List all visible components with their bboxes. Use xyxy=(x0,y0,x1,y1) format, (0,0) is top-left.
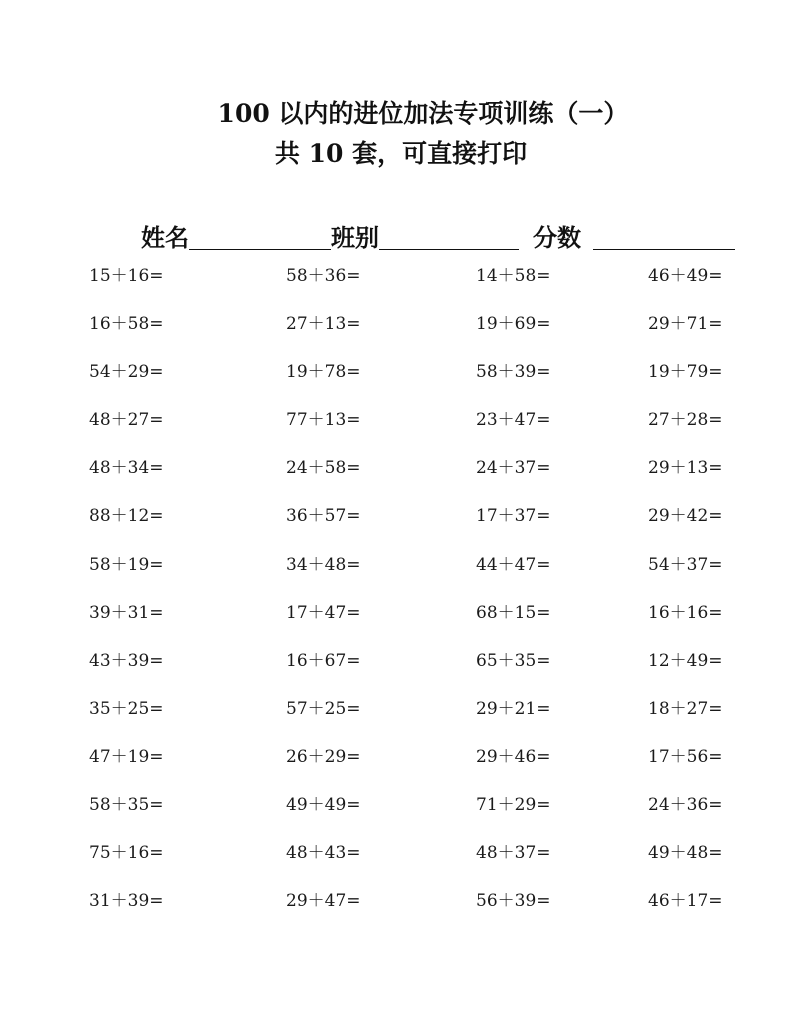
addition-problem: 58＋39= xyxy=(476,362,551,383)
addition-problem: 29＋47= xyxy=(286,891,361,912)
worksheet-subtitle: 共 10 套，可直接打印 xyxy=(274,139,528,168)
addition-problem: 47＋19= xyxy=(89,746,164,767)
addition-problem: 68＋15= xyxy=(476,602,551,623)
problem-row xyxy=(0,646,794,694)
problem-row xyxy=(0,598,794,646)
addition-problem: 65＋35= xyxy=(476,650,551,671)
addition-problem: 14＋58= xyxy=(476,266,551,286)
student-info-line xyxy=(141,219,735,253)
worksheet-header xyxy=(0,94,794,174)
addition-problem: 27＋13= xyxy=(286,314,361,335)
problem-row xyxy=(0,838,794,886)
addition-problem: 35＋25= xyxy=(89,698,164,719)
addition-problem: 29＋13= xyxy=(648,458,723,479)
addition-problem: 88＋12= xyxy=(89,506,164,527)
addition-problem: 56＋39= xyxy=(476,891,551,912)
problem-row xyxy=(0,550,794,598)
addition-problem: 54＋37= xyxy=(648,554,723,575)
name-blank[interactable] xyxy=(189,223,331,250)
name-label: 姓名 xyxy=(141,223,189,252)
score-blank[interactable] xyxy=(593,223,735,250)
addition-problem: 58＋36= xyxy=(286,266,361,286)
problem-grid xyxy=(0,261,794,934)
addition-problem: 12＋49= xyxy=(648,650,723,671)
addition-problem: 44＋47= xyxy=(476,554,551,575)
addition-problem: 19＋78= xyxy=(286,362,361,383)
addition-problem: 39＋31= xyxy=(89,602,164,623)
addition-problem: 29＋21= xyxy=(476,698,551,719)
addition-problem: 23＋47= xyxy=(476,410,551,431)
addition-problem: 17＋47= xyxy=(286,602,361,623)
addition-problem: 57＋25= xyxy=(286,698,361,719)
addition-problem: 71＋29= xyxy=(476,795,551,816)
addition-problem: 31＋39= xyxy=(89,891,164,912)
addition-problem: 26＋29= xyxy=(286,746,361,767)
addition-problem: 49＋49= xyxy=(286,795,361,816)
problem-row xyxy=(0,261,794,309)
addition-problem: 48＋27= xyxy=(89,410,164,431)
addition-problem: 49＋48= xyxy=(648,843,723,864)
addition-problem: 16＋16= xyxy=(648,602,723,623)
score-label: 分数 xyxy=(533,223,581,252)
addition-problem: 29＋42= xyxy=(648,506,723,527)
worksheet-title: 100 以内的进位加法专项训练（一） xyxy=(217,99,629,128)
addition-problem: 34＋48= xyxy=(286,554,361,575)
addition-problem: 24＋37= xyxy=(476,458,551,479)
problem-row xyxy=(0,694,794,742)
addition-problem: 43＋39= xyxy=(89,650,164,671)
problem-row xyxy=(0,790,794,838)
problem-row xyxy=(0,309,794,357)
problem-row xyxy=(0,453,794,501)
addition-problem: 15＋16= xyxy=(89,266,164,286)
addition-problem: 24＋58= xyxy=(286,458,361,479)
addition-problem: 24＋36= xyxy=(648,795,723,816)
addition-problem: 46＋17= xyxy=(648,891,723,912)
addition-problem: 19＋69= xyxy=(476,314,551,335)
class-label: 班别 xyxy=(331,223,379,252)
addition-problem: 16＋67= xyxy=(286,650,361,671)
addition-problem: 58＋35= xyxy=(89,795,164,816)
addition-problem: 17＋56= xyxy=(648,746,723,767)
addition-problem: 18＋27= xyxy=(648,698,723,719)
addition-problem: 48＋43= xyxy=(286,843,361,864)
addition-problem: 58＋19= xyxy=(89,554,164,575)
addition-problem: 29＋71= xyxy=(648,314,723,335)
addition-problem: 36＋57= xyxy=(286,506,361,527)
class-blank[interactable] xyxy=(379,223,519,250)
addition-problem: 48＋34= xyxy=(89,458,164,479)
problem-row xyxy=(0,886,794,934)
addition-problem: 16＋58= xyxy=(89,314,164,335)
addition-problem: 75＋16= xyxy=(89,843,164,864)
problem-row xyxy=(0,742,794,790)
addition-problem: 48＋37= xyxy=(476,843,551,864)
addition-problem: 17＋37= xyxy=(476,506,551,527)
addition-problem: 19＋79= xyxy=(648,362,723,383)
problem-row xyxy=(0,405,794,453)
addition-problem: 29＋46= xyxy=(476,746,551,767)
problem-row xyxy=(0,501,794,549)
addition-problem: 27＋28= xyxy=(648,410,723,431)
addition-problem: 77＋13= xyxy=(286,410,361,431)
addition-problem: 46＋49= xyxy=(648,266,723,286)
problem-row xyxy=(0,357,794,405)
addition-problem: 54＋29= xyxy=(89,362,164,383)
